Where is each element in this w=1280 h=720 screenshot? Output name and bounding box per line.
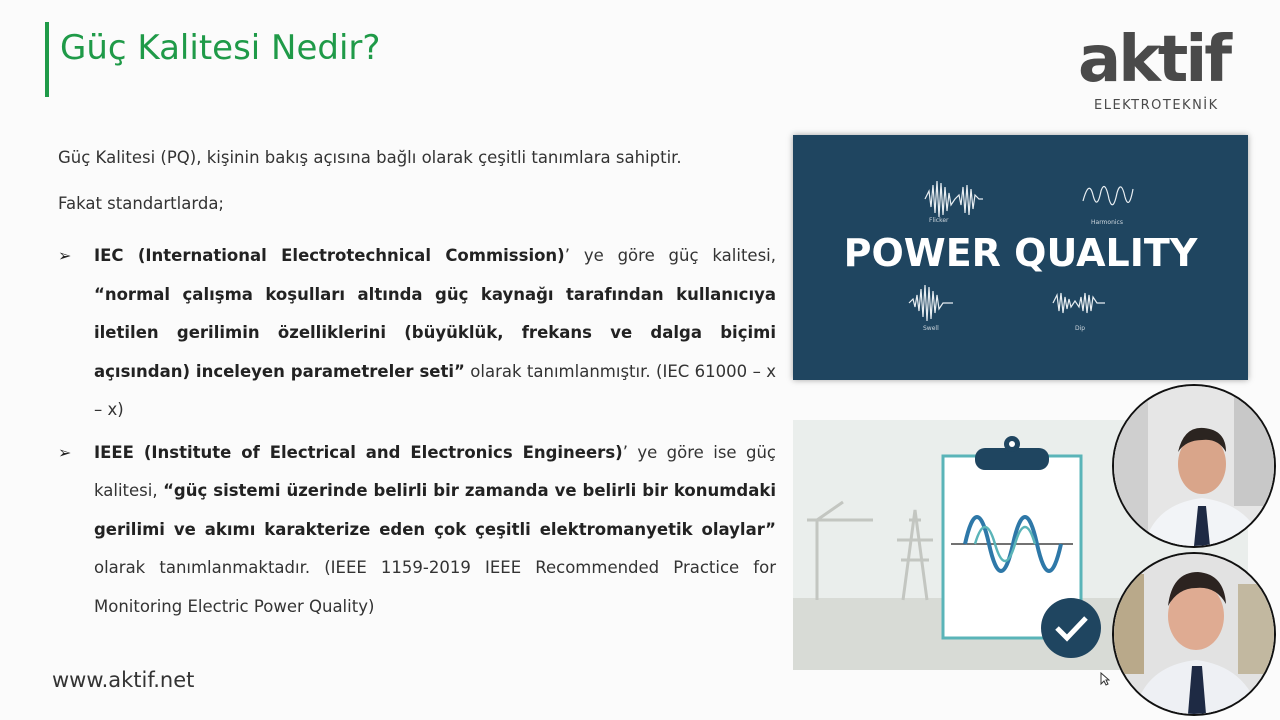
pq-title: POWER QUALITY [843,231,1198,275]
power-quality-image [793,135,1248,380]
dip-wave-icon [1053,293,1105,313]
flicker-label: Flicker [929,217,949,224]
bullet-iec-text2: olarak tanımlanmıştır. (IEC 61000 – x – x) [94,361,776,419]
bullet-iec-bold1: IEC (International Electrotechnical Commission) [94,246,565,265]
arrow-bullet-icon: ➢ [58,442,72,462]
page-title: Güç Kalitesi Nedir? [60,28,381,68]
bullet-ieee-bold1: IEEE (Institute of Electrical and Electronics Engineers) [94,442,623,462]
bullet-ieee-text1: ’ ye göre ise güç kalitesi, [94,442,776,500]
bullet-iec [58,237,776,430]
swell-label: Swell [923,325,939,332]
intro-text: Güç Kalitesi (PQ), kişinin bakış açısına bağlı olarak çeşitli tanımlara sahiptir. [58,148,682,167]
aktif-logo [1078,23,1248,123]
bullet-ieee [58,434,776,627]
bullet-ieee-bold2: “güç sistemi üzerinde belirli bir zamanda ve belirli bir konumdaki gerilimi ve akımı karakterize eden çok çeşitli elektromanyetik olaylar” [94,481,776,539]
mouse-cursor-icon [1100,672,1110,686]
flicker-wave-icon [925,181,983,217]
slide-body [58,145,776,630]
arrow-bullet-icon: ➢ [58,246,72,265]
participant-avatar-icon [1114,386,1274,546]
dip-label: Dip [1075,325,1086,332]
video-participant-2[interactable] [1112,552,1276,716]
harmonics-wave-icon [1083,187,1133,205]
harmonics-label: Harmonics [1091,219,1123,226]
swell-wave-icon [909,285,953,321]
title-accent-bar [45,22,49,97]
bullet-ieee-text2: olarak tanımlanmaktadır. (IEEE 1159-2019 IEEE Recommended Practice for Monitoring Electric Power Quality) [94,558,776,616]
logo-word: aktif [1078,23,1230,97]
video-participant-1[interactable] [1112,384,1276,548]
footer-url: www.aktif.net [52,668,195,692]
bullet-iec-text1: ’ ye göre güç kalitesi, [564,246,776,265]
bullet-iec-bold2: “normal çalışma koşulları altında güç kaynağı tarafından kullanıcıya iletilen gerilimin özelliklerini (büyüklük, frekans ve dalga biçimi açısından) inceleyen parametreler seti” [94,284,776,381]
logo-subtitle: ELEKTROTEKNİK [1094,98,1219,113]
participant-avatar-icon [1114,554,1274,714]
intro-text-2: Fakat standartlarda; [58,194,224,213]
